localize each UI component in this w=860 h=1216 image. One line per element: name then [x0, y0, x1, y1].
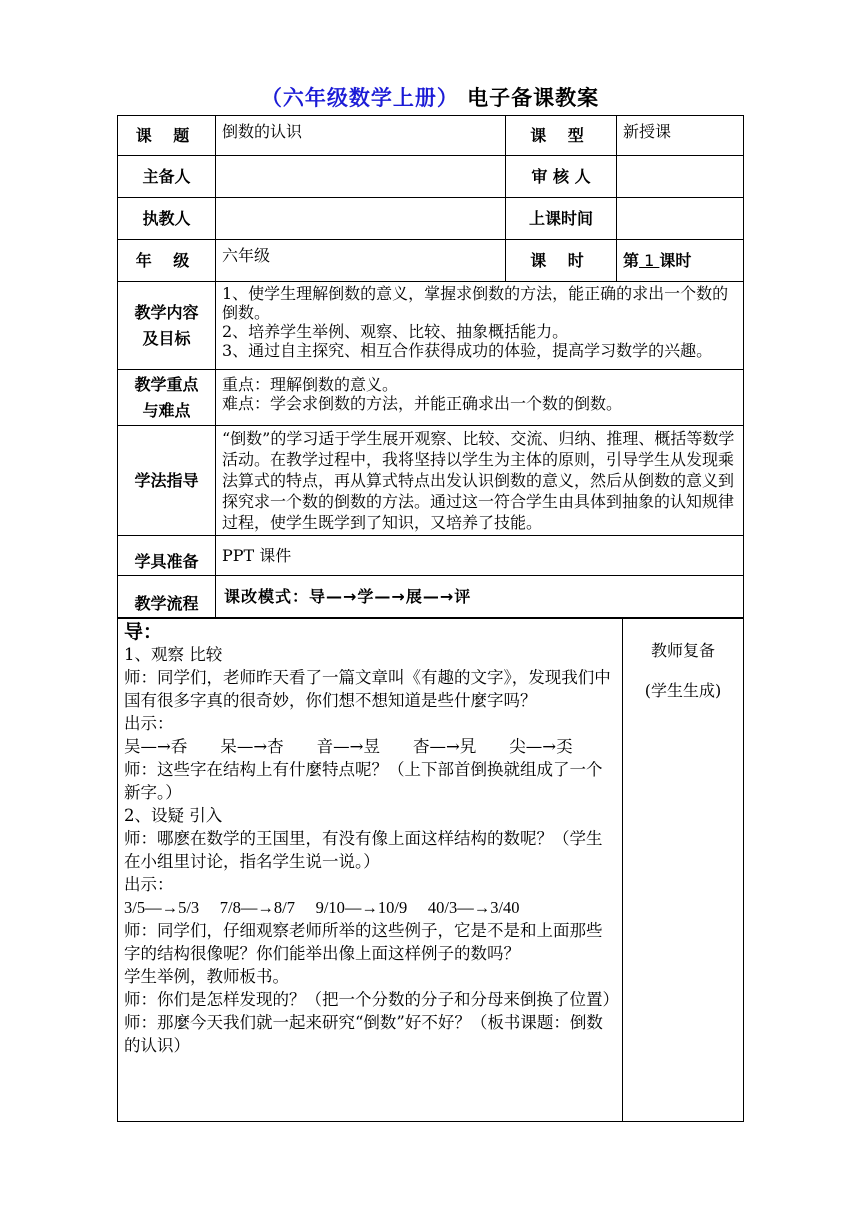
- page-title: [0, 82, 860, 112]
- goal-item: 2、培养学生举例、观察、比较、抽象概括能力。: [222, 322, 569, 341]
- title-main: 电子备课教案: [467, 85, 600, 110]
- period-value: 第 1 课时: [617, 240, 744, 282]
- topic-value: 倒数的认识: [216, 116, 506, 156]
- teacher-review-column: [623, 619, 744, 1122]
- class-time-value: [617, 198, 744, 240]
- preparer-label: 主备人: [118, 156, 216, 198]
- method-label: 学法指导: [118, 426, 216, 536]
- reviewer-label: 审 核 人: [506, 156, 617, 198]
- type-value: 新授课: [617, 116, 744, 156]
- goal-item: 3、通过自主探究、相互合作获得成功的体验，提高学习数学的兴趣。: [222, 341, 713, 360]
- process-line: 吴—→呑 呆—→杏 音—→昱 杳—→旯 尖—→奀: [124, 737, 573, 756]
- process-content: [118, 619, 623, 1122]
- teaching-process-table: [117, 618, 744, 1122]
- preparer-value: [216, 156, 506, 198]
- class-time-label: 上课时间: [506, 198, 617, 240]
- teacher-review-title: 教师复备: [650, 641, 715, 660]
- process-line: 师：哪麽在数学的王国里，有没有像上面这样结构的数呢？（学生在小组里讨论，指名学生说一说。）: [124, 829, 603, 871]
- tools-label: 学具准备: [118, 536, 216, 576]
- process-line: 师：同学们，老师昨天看了一篇文章叫《有趣的文字》，发现我们中国有很多字真的很奇妙，你们想不想知道是些什麼字吗？: [124, 668, 611, 710]
- process-line: 出示：: [124, 875, 174, 894]
- method-content: “倒数”的学习适于学生展开观察、比较、交流、归纳、推理、概括等数学活动。在教学过程中，我将坚持以学生为主体的原则，引导学生从发现乘法算式的特点，再从算式特点出发认识倒数的意义，然后从倒数的意义到探究求一个数的倒数的方法。通过这一符合学生由具体到抽象的认知规律过程，使学生既学到了知识，又培养了技能。: [216, 426, 744, 536]
- process-line: 3/5—→5/3 7/8—→8/7 9/10—→10/9 40/3—→3/40: [124, 898, 520, 917]
- process-line: 出示：: [124, 714, 174, 733]
- goals-content: [216, 282, 744, 370]
- process-line: 2、设疑 引入: [124, 806, 223, 825]
- key-points-content: [216, 370, 744, 426]
- reform-mode: 课改模式：导—→学—→展—→评: [216, 576, 744, 618]
- process-heading: 导：: [124, 621, 163, 643]
- topic-label: 课 题: [118, 116, 216, 156]
- teacher-label: 执教人: [118, 198, 216, 240]
- process-line: 师：那麼今天我们就一起来研究“倒数”好不好？（板书课题：倒数的认识）: [124, 1013, 603, 1055]
- type-label: 课 型: [506, 116, 617, 156]
- key-point-item: 重点：理解倒数的意义。: [222, 375, 399, 394]
- reviewer-value: [617, 156, 744, 198]
- teacher-value: [216, 198, 506, 240]
- process-line: 师：你们是怎样发现的？（把一个分数的分子和分母来倒换了位置）: [124, 990, 619, 1009]
- title-grade: （六年级数学上册）: [260, 85, 459, 110]
- process-line: 师：同学们，仔细观察老师所举的这些例子，它是不是和上面那些字的结构很像呢？你们能举出像上面这样例子的数吗？: [124, 921, 603, 963]
- process-line: 学生举例，教师板书。: [124, 967, 289, 986]
- goal-item: 1、使学生理解倒数的意义，掌握求倒数的方法，能正确的求出一个数的倒数。: [222, 284, 729, 322]
- goals-label: 教学内容 及目标: [118, 282, 216, 370]
- grade-label: 年 级: [118, 240, 216, 282]
- key-point-item: 难点：学会求倒数的方法，并能正确求出一个数的倒数。: [222, 394, 623, 413]
- key-points-label: 教学重点 与难点: [118, 370, 216, 426]
- tools-value: PPT 课件: [216, 536, 744, 576]
- student-generated-note: (学生生成): [644, 681, 722, 700]
- process-line: 师：这些字在结构上有什麼特点呢？（上下部首倒换就组成了一个新字。）: [124, 760, 603, 802]
- period-label: 课 时: [506, 240, 617, 282]
- grade-value: 六年级: [216, 240, 506, 282]
- flow-label: 教学流程: [118, 576, 216, 618]
- process-line: 1、观察 比较: [124, 645, 223, 664]
- lesson-info-table: [117, 115, 744, 618]
